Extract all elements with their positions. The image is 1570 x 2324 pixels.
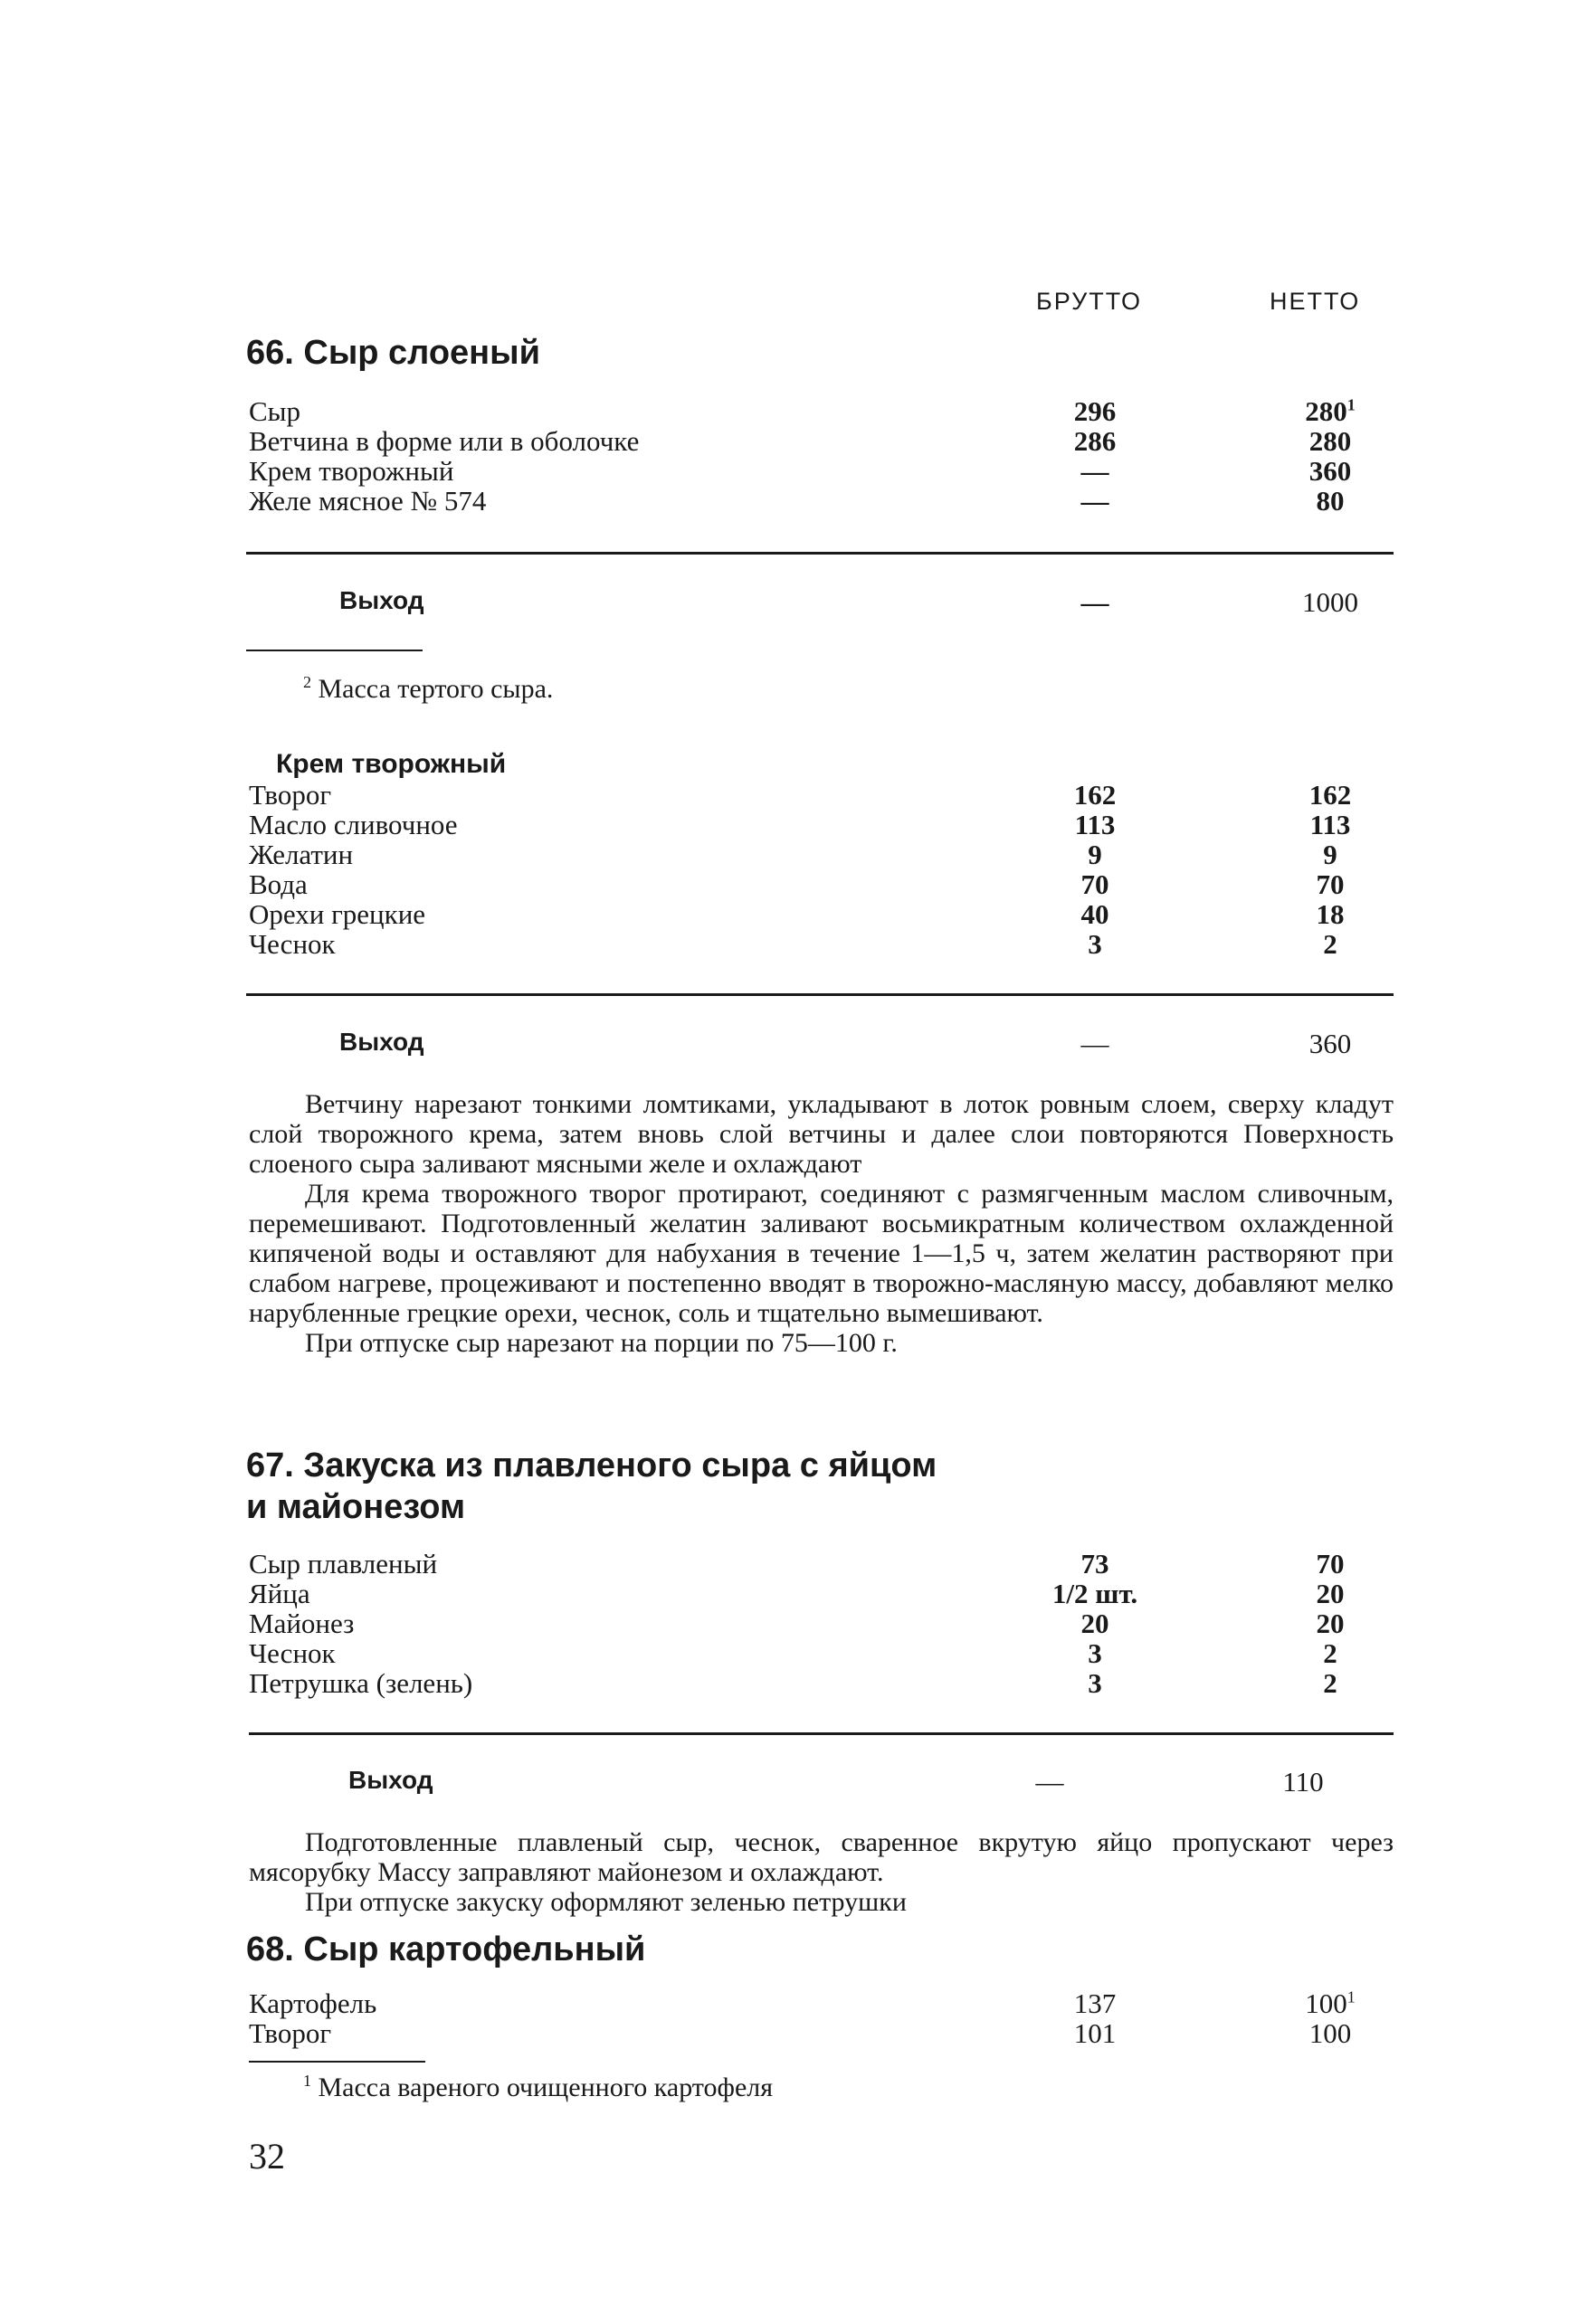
ingredient-name: Чеснок: [249, 928, 336, 960]
column-header-netto: НЕТТО: [1270, 288, 1361, 315]
brutto-value: 1/2 шт.: [1051, 1578, 1138, 1609]
table-row: [249, 1668, 1394, 1698]
recipe-68-table: [249, 1988, 1394, 2048]
page-number: 32: [249, 2136, 285, 2177]
ingredient-name: Желатин: [249, 839, 354, 870]
netto-value: 113: [1309, 809, 1351, 840]
brutto-value: 296: [1073, 395, 1117, 427]
ingredient-name: Яйца: [249, 1578, 310, 1609]
footnote-mark: 2: [303, 673, 311, 691]
brutto-value: 40: [1080, 898, 1109, 930]
ingredient-name: Сыр плавленый: [249, 1548, 438, 1579]
table-row: [249, 1549, 1394, 1579]
paragraph: Ветчину нарезают тонкими ломтиками, укладывают в лоток ровным слоем, сверху кладут слой творожного крема, затем вновь слой ветчины и далее слои повторяются Поверхность слоеного сыра заливают мясными желе и охлаждают: [249, 1089, 1394, 1179]
table-row: [249, 426, 1394, 456]
table-row: [249, 1608, 1394, 1638]
ingredient-name: Желе мясное № 574: [249, 485, 487, 517]
footnote-divider: [246, 650, 423, 651]
ingredient-name: Картофель: [249, 1987, 377, 2019]
netto-value: 20: [1316, 1578, 1345, 1609]
table-row: [249, 929, 1394, 959]
paragraph: При отпуске сыр нарезают на порции по 75—100 г.: [305, 1328, 898, 1358]
netto-value: 80: [1316, 485, 1345, 517]
brutto-value: 286: [1073, 425, 1117, 457]
table-row: [249, 839, 1394, 869]
brutto-value: 101: [1073, 2017, 1117, 2049]
ingredient-name: Крем творожный: [249, 455, 454, 487]
paragraph: При отпуске закуску оформляют зеленью петрушки: [305, 1887, 907, 1917]
ingredient-name: Майонез: [249, 1608, 355, 1639]
brutto-value: 113: [1074, 809, 1116, 840]
brutto-value: 3: [1088, 928, 1102, 960]
brutto-value: —: [1080, 485, 1109, 517]
netto-value: 100: [1308, 2017, 1352, 2049]
yield-netto: 1000: [1302, 586, 1358, 618]
footnote-mark: 1: [1346, 1987, 1356, 2006]
recipe-66-footnote: $^2$ Масса тертого сыра.: [303, 673, 554, 704]
cream-yield: [249, 1028, 1394, 1064]
ingredient-name: Сыр: [249, 395, 301, 427]
recipe-68-title: 68. Сыр картофельный: [246, 1930, 646, 1968]
netto-value: 18: [1316, 898, 1345, 930]
ingredient-name: Творог: [249, 779, 332, 811]
brutto-value: 20: [1080, 1608, 1109, 1639]
recipe-66-table: [249, 396, 1394, 516]
paragraph: Подготовленные плавленый сыр, чеснок, сваренное вкрутую яйцо пропускают через мясорубку Массу заправляют майонезом и охлаждают.: [249, 1827, 1394, 1887]
netto-value: $100^1$: [1305, 1987, 1356, 2019]
yield-label: Выход: [339, 1028, 424, 1056]
table-row: [249, 486, 1394, 516]
table-divider: [246, 993, 1394, 996]
footnote-mark: 1: [1346, 395, 1356, 414]
netto-value: 70: [1316, 1548, 1345, 1579]
table-row: [249, 1988, 1394, 2018]
table-row: [249, 780, 1394, 810]
yield-brutto: —: [1080, 1028, 1109, 1059]
table-divider: [246, 552, 1394, 555]
ingredient-name: Творог: [249, 2017, 332, 2049]
brutto-value: 70: [1080, 868, 1109, 900]
brutto-value: 3: [1088, 1667, 1102, 1699]
cream-subtitle: Крем творожный: [276, 749, 507, 779]
table-row: [249, 899, 1394, 929]
recipe-67-table: [249, 1549, 1394, 1698]
table-row: [249, 810, 1394, 839]
footnote-divider: [249, 2061, 425, 2063]
paragraph: Для крема творожного творог протирают, соединяют с размягченным маслом сливочным, перемешивают. Подготовленный желатин заливают восьмикратным количеством охлажденной кипяченой воды и оставляют для набухания в течение 1—1,5 ч, затем желатин растворяют при слабом нагреве, процеживают и постепенно вводят в творожно-масляную массу, добавляют мелко нарубленные грецкие орехи, чеснок, соль и тщательно вымешивают.: [249, 1179, 1394, 1328]
brutto-value: 3: [1088, 1637, 1102, 1669]
column-header-brutto: БРУТТО: [1036, 288, 1143, 315]
ingredient-name: Вода: [249, 868, 308, 900]
brutto-value: 73: [1080, 1548, 1109, 1579]
yield-brutto: —: [1035, 1766, 1064, 1798]
netto-value: 9: [1323, 839, 1337, 870]
recipe-66-yield: [249, 586, 1394, 622]
footnote-mark: 1: [303, 2072, 311, 2090]
table-row: [249, 869, 1394, 899]
netto-value: 20: [1316, 1608, 1345, 1639]
ingredient-name: Масло сливочное: [249, 809, 458, 840]
netto-value: $280^1$: [1305, 395, 1356, 427]
netto-value: 70: [1316, 868, 1345, 900]
brutto-value: 137: [1073, 1987, 1117, 2019]
ingredient-name: Петрушка (зелень): [249, 1667, 473, 1699]
table-row: [249, 2018, 1394, 2048]
netto-value: 280: [1308, 425, 1352, 457]
recipe-67-title: 67. Закуска из плавленого сыра с яйцом и майонезом: [246, 1447, 937, 1526]
table-row: [249, 1638, 1394, 1668]
netto-value: 2: [1323, 1637, 1337, 1669]
ingredient-name: Чеснок: [249, 1637, 336, 1669]
recipe-67-instructions: [249, 1827, 1394, 1917]
yield-netto: 110: [1282, 1766, 1324, 1798]
cream-table: [249, 780, 1394, 959]
netto-value: 2: [1323, 1667, 1337, 1699]
recipe-68-footnote: $^1$ Масса вареного очищенного картофеля: [303, 2072, 774, 2102]
netto-value: 2: [1323, 928, 1337, 960]
yield-label: Выход: [348, 1766, 433, 1794]
ingredient-name: Орехи грецкие: [249, 898, 426, 930]
recipe-66-title: 66. Сыр слоеный: [246, 334, 540, 372]
table-row: [249, 1579, 1394, 1608]
table-divider: [249, 1732, 1394, 1735]
brutto-value: 9: [1088, 839, 1102, 870]
yield-brutto: —: [1080, 586, 1109, 618]
netto-value: 162: [1308, 779, 1352, 811]
yield-label: Выход: [339, 586, 424, 614]
brutto-value: —: [1080, 455, 1109, 487]
table-row: [249, 396, 1394, 426]
recipe-67-yield: [249, 1766, 1394, 1802]
brutto-value: 162: [1073, 779, 1117, 811]
ingredient-name: Ветчина в форме или в оболочке: [249, 425, 640, 457]
recipe-66-instructions: [249, 1089, 1394, 1358]
yield-netto: 360: [1308, 1028, 1352, 1059]
netto-value: 360: [1308, 455, 1352, 487]
table-row: [249, 456, 1394, 486]
